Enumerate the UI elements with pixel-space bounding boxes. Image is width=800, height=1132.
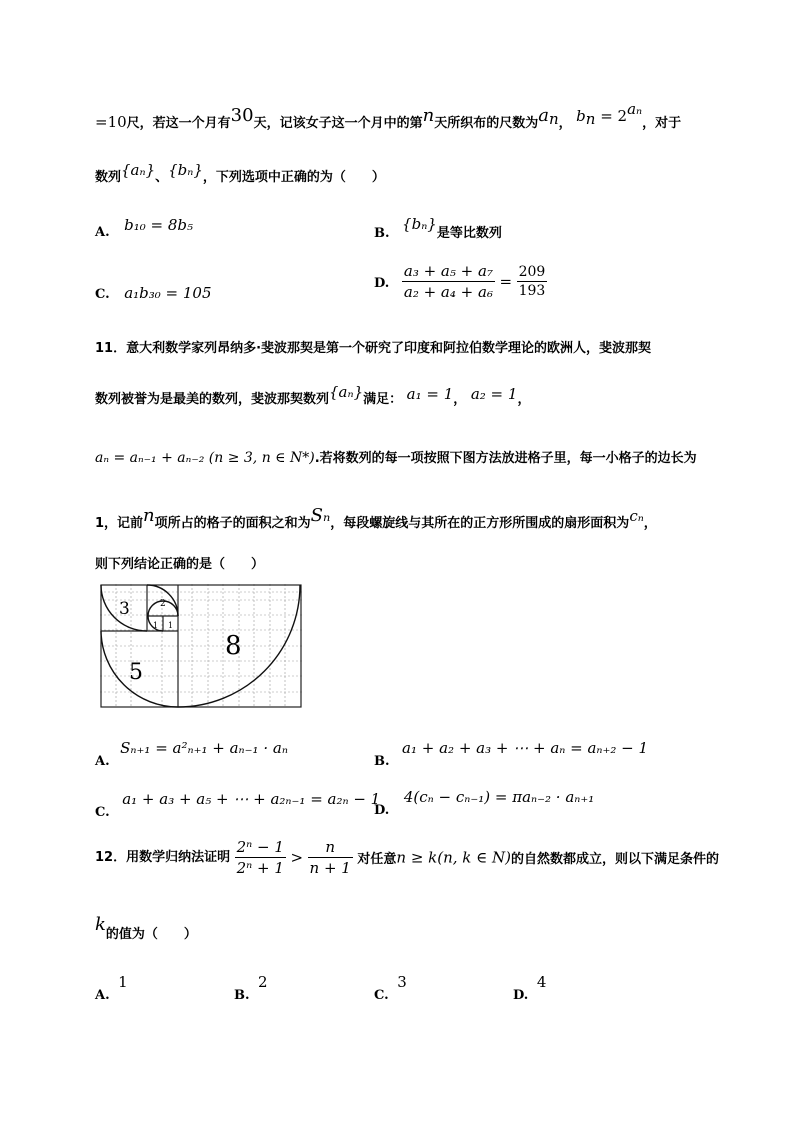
q12-option-a: A. 1 (95, 973, 128, 1003)
fraction-left: $\frac{\text{2ⁿ − 1}}{\text{2ⁿ + 1}}$ (236, 838, 284, 877)
q12-line-1: 12．用数学归纳法证明 $\frac{\text{2ⁿ − 1}}{\text{2ⁿ + 1}}$ > $\frac{n}{n + 1}$ 对任意n ≥ k(n, k ∈ N)的自然数都成立，则以下满足条件的 (95, 838, 720, 877)
q12-option-d: D. 4 (513, 973, 547, 1003)
fibonacci-spiral-figure (100, 584, 302, 708)
q10-option-c: C. a₁b₃₀ = 105 (95, 284, 212, 302)
q10-line-2: 数列{aₙ}、{bₙ}，下列选项中正确的为（ ） (95, 161, 385, 185)
grid-lines (100, 584, 302, 708)
fraction-d-left: $\frac{\text{a₃ + a₅ + a₇}}{\text{a₂ + a₄ + a₆}}$ (403, 262, 493, 301)
square-label-5: 5 (129, 660, 143, 685)
q11-option-d: D. 4(cₙ − cₙ₋₁) = πaₙ₋₂ · aₙ₊₁ (374, 788, 595, 818)
q12-line-2: k的值为（ ） (95, 914, 197, 942)
q11-line-2: 数列被誉为是最美的数列，斐波那契数列{aₙ}满足： a₁ = 1， a₂ = 1， (95, 383, 531, 407)
q12-option-c: C. 3 (374, 973, 407, 1003)
square-label-2: 2 (160, 599, 166, 609)
q10-option-d: D. $\frac{\text{a₃ + a₅ + a₇}}{\text{a₂ + a₄ + a₆}}$ = $\frac{209}{193}$ (374, 262, 546, 301)
square-label-1b: 1 (168, 621, 174, 630)
q10-option-a: A. b₁₀ = 8b₅ (95, 216, 194, 240)
fraction-right: $\frac{n}{n + 1}$ (309, 838, 351, 877)
square-label-1a: 1 (153, 621, 159, 630)
q11-line-4: 1，记前n项所占的格子的面积之和为Sₙ，每段螺旋线与其所在的正方形所围成的扇形面积为cₙ， (95, 505, 657, 531)
q10-line-1: =10尺，若这一个月有30天，记该女子这一个月中的第n天所织布的尺数为$a_n$， $b_n = 2^{a_n}$，对于 (95, 100, 682, 131)
square-label-8: 8 (225, 631, 242, 661)
fraction-d-right: $\frac{209}{193}$ (518, 264, 546, 299)
q11-line-1: 11．意大利数学家列昂纳多·斐波那契是第一个研究了印度和阿拉伯数学理论的欧洲人，斐波那契 (95, 341, 652, 356)
square-label-3: 3 (119, 599, 130, 619)
q11-line-3: aₙ = aₙ₋₁ + aₙ₋₂ (n ≥ 3, n ∈ N*).若将数列的每一项按照下图方法放进格子里，每一小格子的边长为 (95, 450, 697, 466)
q11-option-a: A. Sₙ₊₁ = a²ₙ₊₁ + aₙ₋₁ · aₙ (95, 739, 288, 769)
q12-option-b: B. 2 (234, 973, 268, 1003)
q10-option-b: B. {bₙ}是等比数列 (374, 215, 502, 241)
q11-option-c: C. a₁ + a₃ + a₅ + ⋯ + a₂ₙ₋₁ = a₂ₙ − 1 (95, 790, 381, 820)
q11-option-b: B. a₁ + a₂ + a₃ + ⋯ + aₙ = aₙ₊₂ − 1 (374, 739, 649, 769)
q11-line-5: 则下列结论正确的是（ ） (95, 557, 265, 572)
